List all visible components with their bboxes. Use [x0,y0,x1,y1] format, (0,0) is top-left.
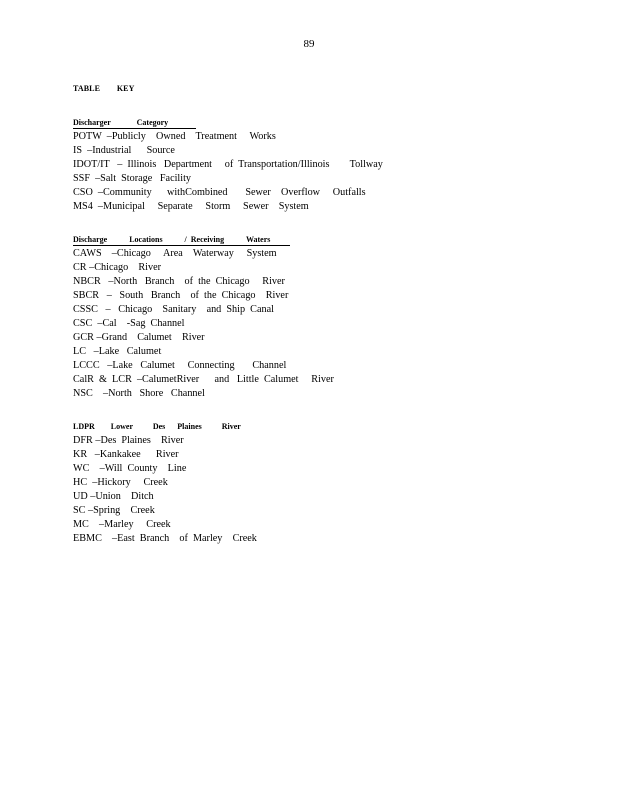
key-section [73,229,593,401]
key-section [73,112,593,214]
page-number: 89 [303,38,315,50]
key-entry: CSSC – Chicago Sanitary and Ship Canal [73,304,274,315]
key-entry: WC –Will County Line [73,463,187,474]
key-entry: EBMC –East Branch of Marley Creek [73,533,257,544]
key-entry: SBCR – South Branch of the Chicago River [73,290,289,301]
key-entry: KR –Kankakee River [73,449,179,460]
key-entry: GCR –Grand Calumet River [73,332,205,343]
key-entry: CAWS –Chicago Area Waterway System [73,248,277,259]
key-entry: SSF –Salt Storage Facility [73,173,192,184]
key-entry: HC –Hickory Creek [73,477,168,488]
key-entry: MC –Marley Creek [73,519,171,530]
key-entry: MS4 –Municipal Separate Storm Sewer System [73,201,309,212]
key-entry: POTW –Publicly Owned Treatment Works [73,131,276,142]
key-entry: IDOT/IT – Illinois Department of Transportation/Illinois Tollway [73,159,383,170]
key-entry: CR –Chicago River [73,262,162,273]
key-entry: CalR & LCR –CalumetRiver and Little Calumet River [73,374,334,385]
key-entry: CSC –Cal -Sag Channel [73,318,185,329]
key-section [73,416,593,546]
table-key-content [73,84,593,561]
key-entry: NBCR –North Branch of the Chicago River [73,276,285,287]
section-heading: Discharger Category [73,118,197,127]
table-key-title: TABLE KEY [73,84,135,93]
key-entry: UD –Union Ditch [73,491,154,502]
key-entry: LCCC –Lake Calumet Connecting Channel [73,360,287,371]
section-heading: LDPR Lower Des Plaines River [73,422,241,431]
section-heading: Discharge Locations / Receiving Waters [73,235,291,244]
key-entry: IS –Industrial Source [73,145,175,156]
sections-container [73,112,593,546]
key-entry: SC –Spring Creek [73,505,155,516]
key-entry: DFR –Des Plaines River [73,435,184,446]
key-entry: NSC –North Shore Channel [73,388,205,399]
key-entry: LC –Lake Calumet [73,346,162,357]
key-entry: CSO –Community withCombined Sewer Overflow Outfalls [73,187,366,198]
